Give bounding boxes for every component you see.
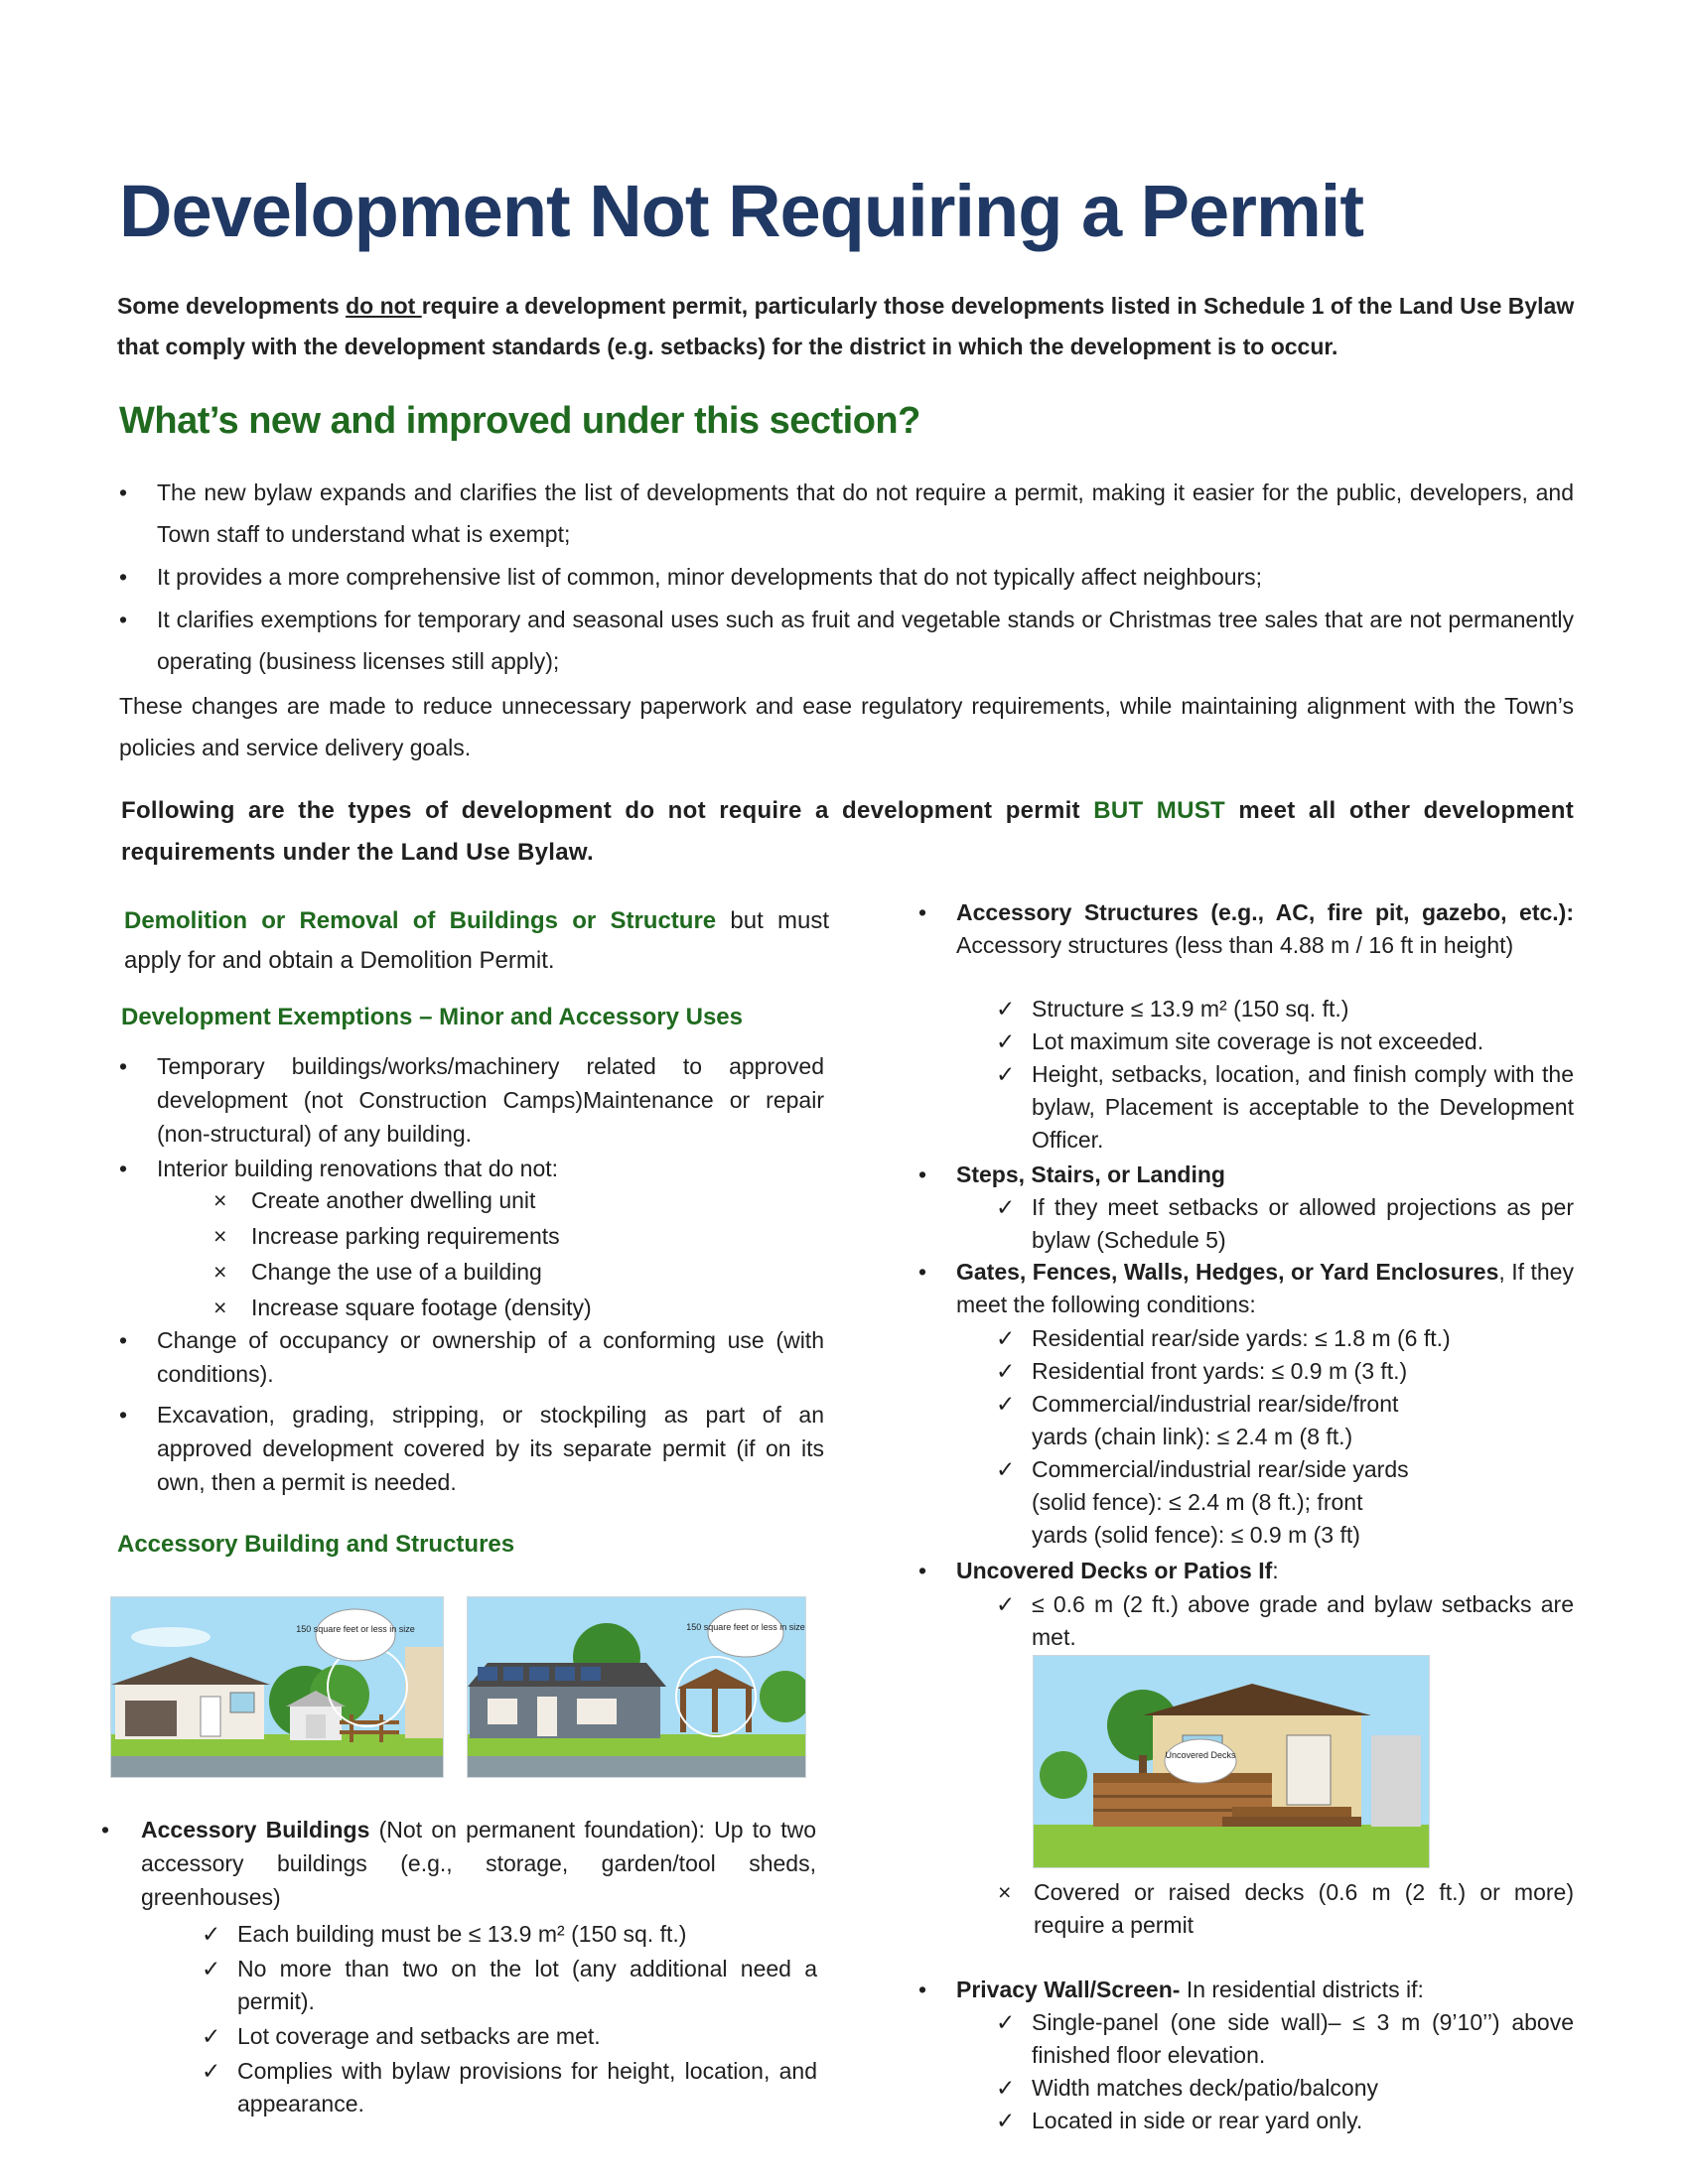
intro-paragraph: Some developments do not require a development permit, particularly those developments listed in Schedule 1 of the Land Use Bylaw that comply with the development standards (e.g. setbacks) for the district in which the development is to occur.: [117, 293, 1575, 359]
following-paragraph: Following are the types of development do not require a development permit BUT MUST meet all other development requirements under the Land Use Bylaw.: [121, 797, 1575, 866]
gazebo-label: 150 square feet or less in size: [686, 1622, 805, 1632]
list-item: • Gates, Fences, Walls, Hedges, or Yard Enclosures, If they meet the following conditions:: [918, 1259, 1574, 1317]
gazebo-illustration-svg: [468, 1597, 805, 1777]
check-item: ✓ Located in side or rear yard only.: [996, 2108, 1363, 2133]
list-item: • Accessory Buildings (Not on permanent foundation): Up to two accessory buildings (e.g., storage, garden/tool sheds, greenhouses): [101, 1817, 816, 1910]
check-item: ✓ Residential front yards: ≤ 0.9 m (3 ft.): [996, 1358, 1408, 1384]
deck-illustration-svg: [1034, 1656, 1429, 1867]
check-item: ✓ Lot maximum site coverage is not exceeded.: [996, 1028, 1484, 1054]
list-item: • The new bylaw expands and clarifies the list of developments that do not require a permit, making it easier for the public, developers, and Town staff to understand what is exempt;: [119, 479, 1574, 547]
check-item: ✓ Single-panel (one side wall)– ≤ 3 m (9’10’’) above finished floor elevation.: [996, 2009, 1574, 2068]
check-item: ✓ Lot coverage and setbacks are met.: [202, 2023, 601, 2049]
list-item: • It clarifies exemptions for temporary and seasonal uses such as fruit and vegetable stands or Christmas tree sales that are not permanently operating (business licenses still apply);: [119, 607, 1574, 674]
check-item: ✓ Complies with bylaw provisions for height, location, and appearance.: [202, 2058, 817, 2116]
check-item: ✓ Commercial/industrial rear/side yards (solid fence): ≤ 2.4 m (8 ft.); front yards (solid fence): ≤ 0.9 m (3 ft): [996, 1456, 1409, 1548]
deck-illustration: [1033, 1655, 1430, 1868]
check-item: ✓ Commercial/industrial rear/side/front yards (chain link): ≤ 2.4 m (8 ft.): [996, 1391, 1399, 1449]
demolition-paragraph: Demolition or Removal of Buildings or Structure but must apply for and obtain a Demolition Permit.: [124, 907, 829, 974]
closing-paragraph: These changes are made to reduce unnecessary paperwork and ease regulatory requirements, while maintaining alignment with the Town’s policies and service delivery goals.: [119, 693, 1574, 760]
shed-illustration-svg: [111, 1597, 443, 1777]
check-item: ✓ Each building must be ≤ 13.9 m² (150 sq. ft.): [202, 1921, 687, 1947]
cross-item: × Covered or raised decks (0.6 m (2 ft.) or more) require a permit: [998, 1879, 1574, 1938]
accessory-heading: Accessory Building and Structures: [117, 1531, 515, 1558]
list-item: • Accessory Structures (e.g., AC, fire pit, gazebo, etc.): Accessory structures (less than 4.88 m / 16 ft in height): [918, 899, 1574, 958]
exemptions-heading: Development Exemptions – Minor and Accessory Uses: [121, 1004, 743, 1030]
list-item: • Temporary buildings/works/machinery related to approved development (not Construction Camps)Maintenance or repair (non-structural) of any building.: [119, 1053, 824, 1147]
list-item: • Uncovered Decks or Patios If:: [918, 1558, 1279, 1583]
gazebo-illustration: [467, 1596, 806, 1778]
list-item: • Excavation, grading, stripping, or stockpiling as part of an approved development covered by its separate permit (if on its own, then a permit is needed.: [119, 1402, 824, 1495]
check-item: ✓ If they meet setbacks or allowed projections as per bylaw (Schedule 5): [996, 1194, 1574, 1253]
page-title: Development Not Requiring a Permit: [119, 170, 1363, 252]
check-item: ✓ Width matches deck/patio/balcony: [996, 2075, 1379, 2101]
list-item: • It provides a more comprehensive list of common, minor developments that do not typically affect neighbours;: [119, 564, 1263, 590]
list-item: • Interior building renovations that do not:: [119, 1156, 559, 1181]
check-item: ✓ No more than two on the lot (any additional need a permit).: [202, 1956, 817, 2014]
whats-new-heading: What’s new and improved under this section?: [119, 400, 920, 442]
deck-label: Uncovered Decks: [1165, 1750, 1236, 1760]
check-item: ✓ ≤ 0.6 m (2 ft.) above grade and bylaw setbacks are met.: [996, 1591, 1574, 1650]
check-item: ✓ Residential rear/side yards: ≤ 1.8 m (6 ft.): [996, 1325, 1451, 1351]
shed-label: 150 square feet or less in size: [296, 1624, 415, 1634]
list-item: • Change of occupancy or ownership of a conforming use (with conditions).: [119, 1327, 824, 1387]
list-item: • Privacy Wall/Screen- In residential districts if:: [918, 1977, 1424, 2002]
shed-illustration: [110, 1596, 444, 1778]
check-item: ✓ Height, setbacks, location, and finish comply with the bylaw, Placement is acceptable to the Development Officer.: [996, 1061, 1574, 1153]
list-item: • Steps, Stairs, or Landing: [918, 1161, 1225, 1187]
check-item: ✓ Structure ≤ 13.9 m² (150 sq. ft.): [996, 996, 1349, 1022]
